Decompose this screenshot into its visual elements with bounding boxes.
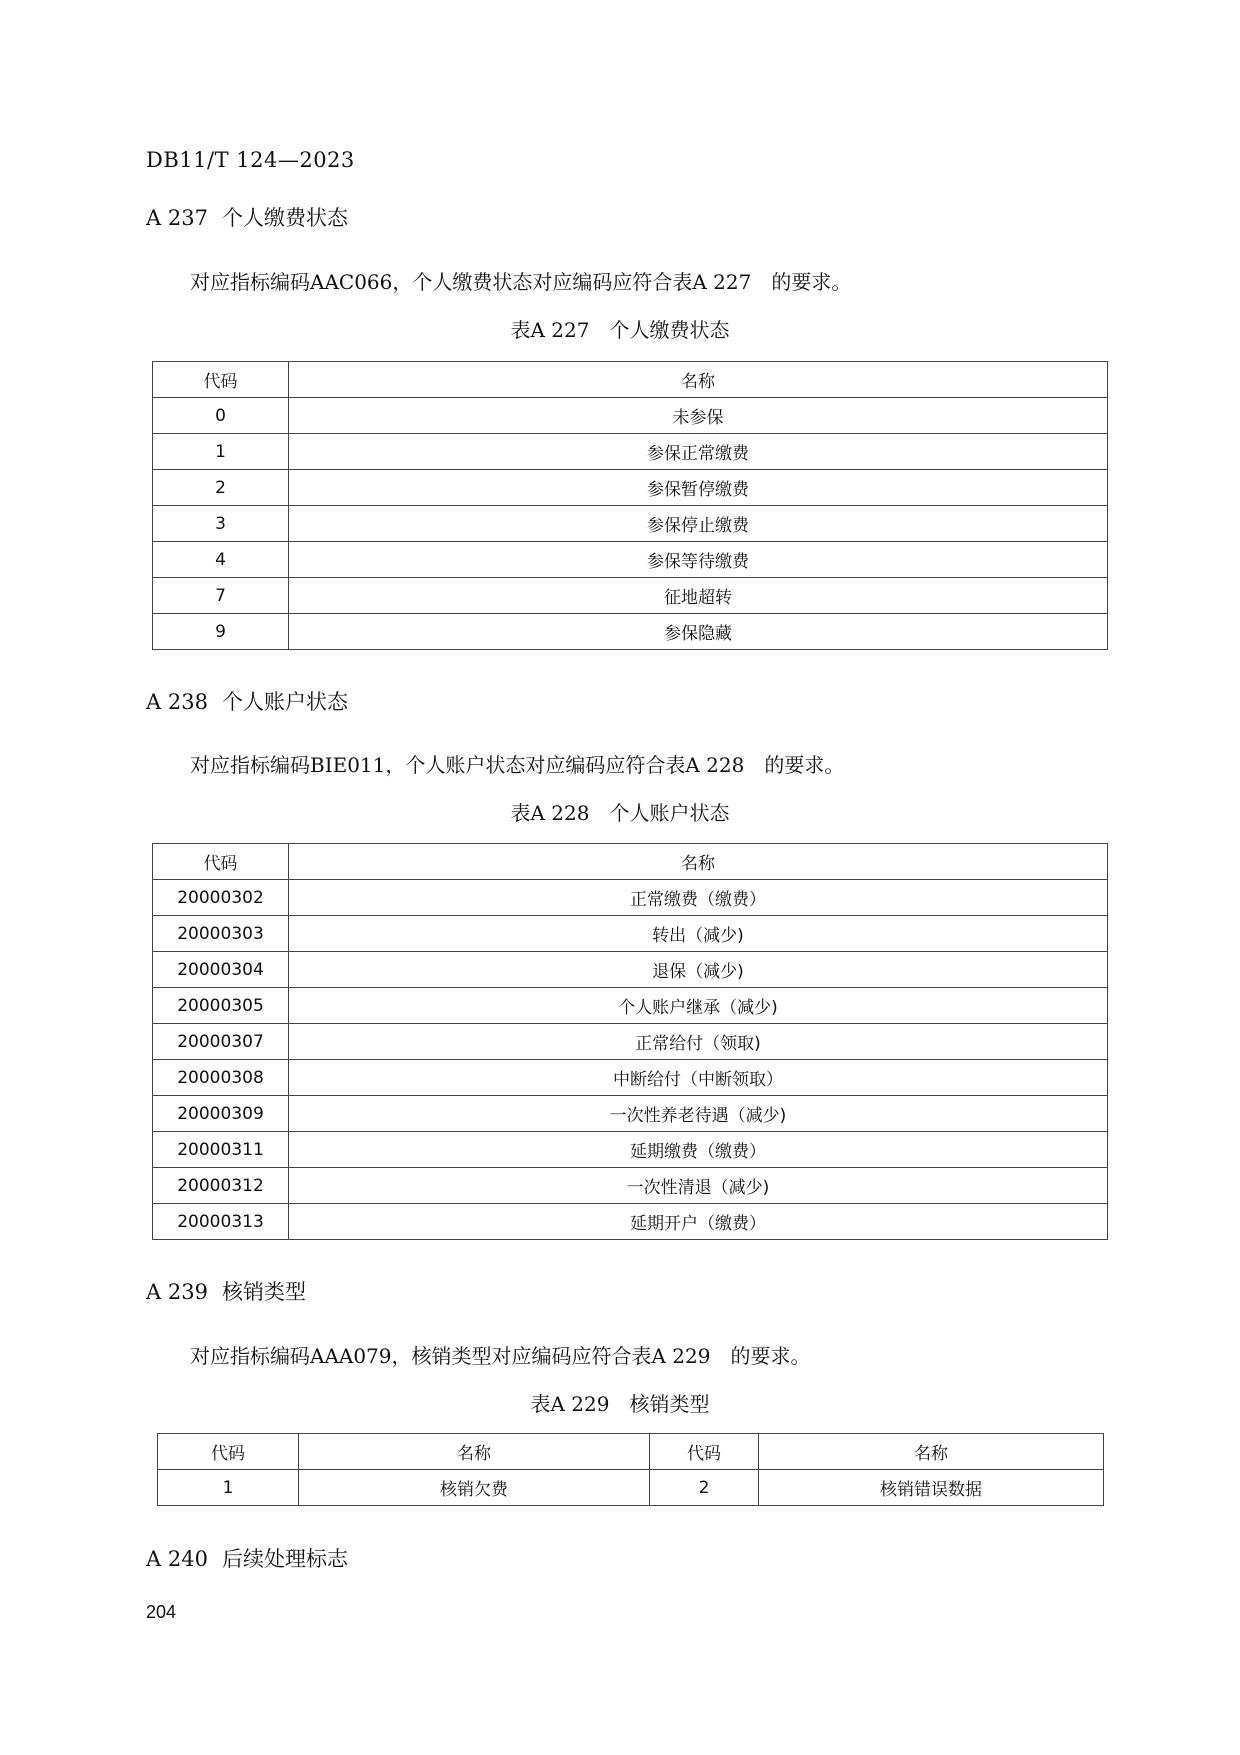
table-row xyxy=(153,434,1108,470)
name-cell: 退保（减少) xyxy=(289,952,1108,988)
name-cell: 参保正常缴费 xyxy=(289,434,1108,470)
code-cell: 0 xyxy=(153,398,289,434)
column-header: 名称 xyxy=(289,844,1108,880)
section-title: 个人账户状态 xyxy=(222,690,348,714)
section-title: 后续处理标志 xyxy=(222,1547,348,1571)
table-row xyxy=(153,614,1108,650)
column-header: 名称 xyxy=(289,362,1108,398)
code-cell: 2 xyxy=(153,470,289,506)
table-row xyxy=(153,1132,1108,1168)
column-header: 名称 xyxy=(299,1434,650,1470)
table-a228 xyxy=(152,843,1108,1240)
name-cell: 参保暂停缴费 xyxy=(289,470,1108,506)
table-row xyxy=(153,542,1108,578)
section-title: 核销类型 xyxy=(222,1280,306,1304)
table-row xyxy=(153,470,1108,506)
name-cell: 正常给付（领取) xyxy=(289,1024,1108,1060)
code-cell: 20000312 xyxy=(153,1168,289,1204)
table-row xyxy=(153,1204,1108,1240)
section-paragraph: 对应指标编码AAA079，核销类型对应编码应符合表A 229 的要求。 xyxy=(190,1344,811,1368)
code-cell: 20000307 xyxy=(153,1024,289,1060)
name-cell: 延期开户（缴费） xyxy=(289,1204,1108,1240)
table-a227 xyxy=(152,361,1108,650)
document-code: DB11/T 124—2023 xyxy=(146,148,355,172)
table-row xyxy=(158,1470,1104,1506)
code-cell: 20000309 xyxy=(153,1096,289,1132)
section-heading-a237 xyxy=(146,202,348,232)
name-cell: 转出（减少) xyxy=(289,916,1108,952)
table-caption: 表A 228 个人账户状态 xyxy=(510,801,730,825)
table-row xyxy=(153,952,1108,988)
column-header: 代码 xyxy=(153,844,289,880)
section-heading-a239 xyxy=(146,1276,306,1306)
name-cell: 参保等待缴费 xyxy=(289,542,1108,578)
code-cell: 20000302 xyxy=(153,880,289,916)
section-heading-a240 xyxy=(146,1543,348,1573)
code-cell: 20000308 xyxy=(153,1060,289,1096)
code-cell: 1 xyxy=(153,434,289,470)
table-row xyxy=(153,506,1108,542)
table-row xyxy=(153,1168,1108,1204)
table-caption: 表A 227 个人缴费状态 xyxy=(510,318,730,342)
page-number: 204 xyxy=(146,1602,177,1622)
section-heading-a238 xyxy=(146,686,348,716)
name-cell: 正常缴费（缴费） xyxy=(289,880,1108,916)
section-number: A 237 xyxy=(146,206,208,230)
table-header-row xyxy=(153,362,1108,398)
code-cell: 20000303 xyxy=(153,916,289,952)
table-row xyxy=(153,578,1108,614)
name-cell: 参保隐藏 xyxy=(289,614,1108,650)
name-cell: 未参保 xyxy=(289,398,1108,434)
table-header-row xyxy=(153,844,1108,880)
table-row xyxy=(153,880,1108,916)
code-cell: 2 xyxy=(650,1470,759,1506)
table-row xyxy=(153,1024,1108,1060)
code-cell: 3 xyxy=(153,506,289,542)
table-a229 xyxy=(157,1433,1104,1506)
table-row xyxy=(153,1096,1108,1132)
code-cell: 20000311 xyxy=(153,1132,289,1168)
code-cell: 20000304 xyxy=(153,952,289,988)
column-header: 代码 xyxy=(158,1434,299,1470)
code-cell: 7 xyxy=(153,578,289,614)
table-row xyxy=(153,916,1108,952)
name-cell: 核销欠费 xyxy=(299,1470,650,1506)
table-row xyxy=(153,398,1108,434)
table-header-row xyxy=(158,1434,1104,1470)
table-row xyxy=(153,988,1108,1024)
section-paragraph: 对应指标编码BIE011，个人账户状态对应编码应符合表A 228 的要求。 xyxy=(190,753,845,777)
name-cell: 中断给付（中断领取） xyxy=(289,1060,1108,1096)
column-header: 名称 xyxy=(759,1434,1104,1470)
name-cell: 一次性养老待遇（减少) xyxy=(289,1096,1108,1132)
name-cell: 参保停止缴费 xyxy=(289,506,1108,542)
name-cell: 一次性清退（减少) xyxy=(289,1168,1108,1204)
section-number: A 238 xyxy=(146,690,208,714)
section-paragraph: 对应指标编码AAC066，个人缴费状态对应编码应符合表A 227 的要求。 xyxy=(190,270,852,294)
column-header: 代码 xyxy=(650,1434,759,1470)
code-cell: 9 xyxy=(153,614,289,650)
section-number: A 240 xyxy=(146,1547,208,1571)
name-cell: 延期缴费（缴费） xyxy=(289,1132,1108,1168)
column-header: 代码 xyxy=(153,362,289,398)
code-cell: 4 xyxy=(153,542,289,578)
code-cell: 20000305 xyxy=(153,988,289,1024)
section-number: A 239 xyxy=(146,1280,208,1304)
name-cell: 个人账户继承（减少) xyxy=(289,988,1108,1024)
name-cell: 征地超转 xyxy=(289,578,1108,614)
name-cell: 核销错误数据 xyxy=(759,1470,1104,1506)
table-caption: 表A 229 核销类型 xyxy=(530,1392,710,1416)
code-cell: 1 xyxy=(158,1470,299,1506)
table-row xyxy=(153,1060,1108,1096)
section-title: 个人缴费状态 xyxy=(222,206,348,230)
code-cell: 20000313 xyxy=(153,1204,289,1240)
